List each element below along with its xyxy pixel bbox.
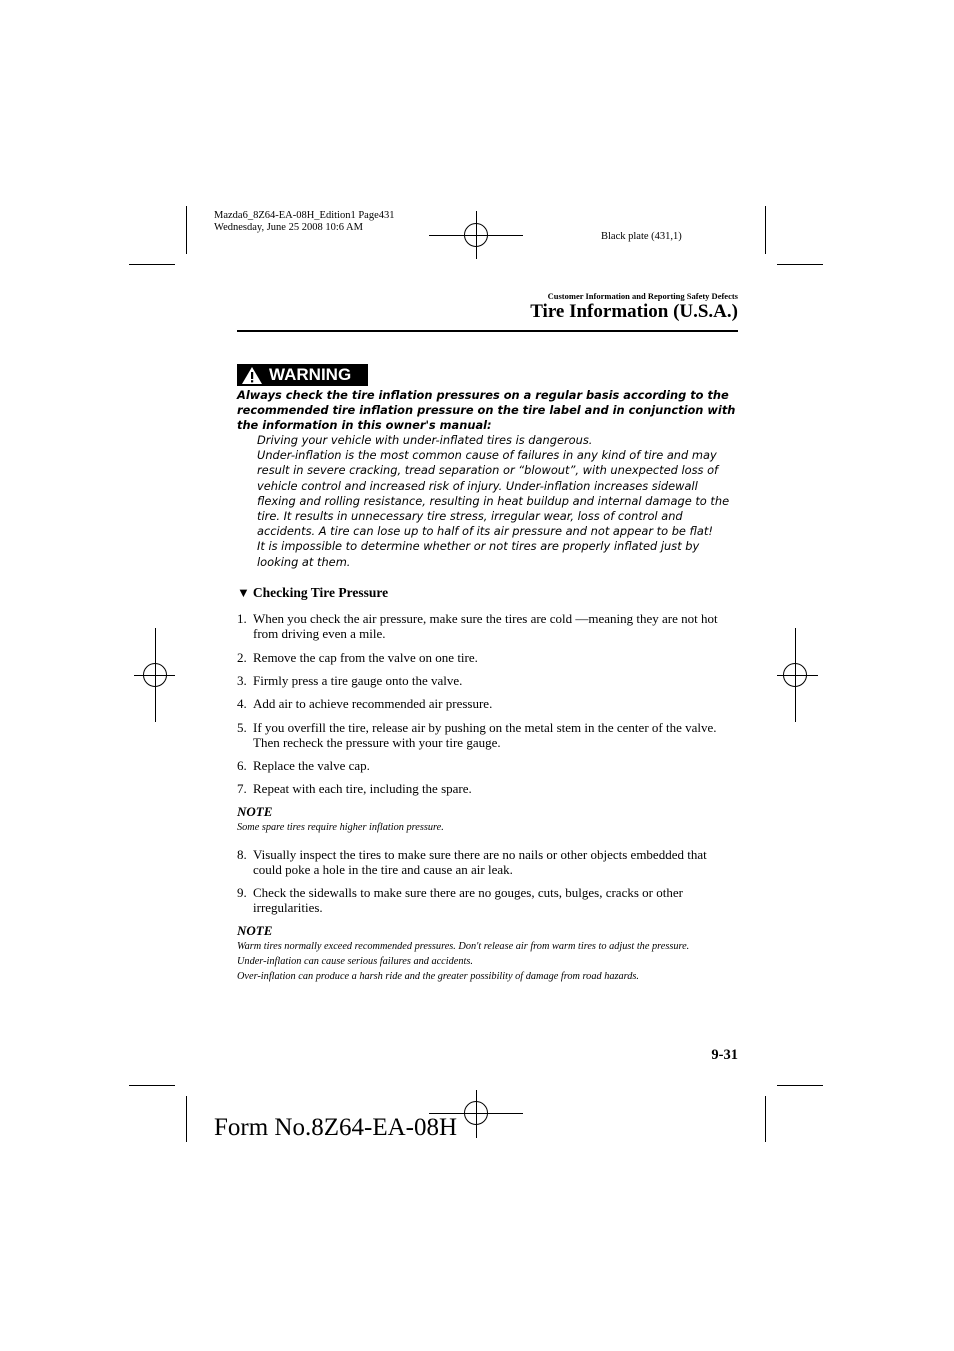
step-number: 5. — [237, 720, 247, 735]
warning-triangle-icon — [241, 366, 263, 385]
step-number: 9. — [237, 885, 247, 900]
warning-lead — [237, 388, 737, 434]
step-text: Check the sidewalls to make sure there are no gouges, cuts, bulges, cracks or other irregularities. — [253, 885, 683, 915]
note-text: Some spare tires require higher inflation pressure. — [237, 822, 444, 833]
step-number: 8. — [237, 847, 247, 862]
note-line: Over-inflation can produce a harsh ride and the greater possibility of damage from road hazards. — [237, 971, 640, 983]
note-heading: NOTE — [237, 804, 273, 819]
list-item — [237, 696, 737, 711]
step-text: Repeat with each tire, including the spare. — [253, 781, 472, 796]
step-text: Firmly press a tire gauge onto the valve. — [253, 673, 463, 688]
step-number: 3. — [237, 673, 247, 688]
step-text: When you check the air pressure, make sure the tires are cold —meaning they are not hot from driving even a mile. — [253, 611, 718, 641]
step-number: 7. — [237, 781, 247, 796]
list-item — [237, 650, 737, 665]
warning-lead-text: Always check the tire inflation pressures on a regular basis according to the recommended tire inflation pressure on the tire label and in conjunction with the information in this owner's manual: — [237, 388, 736, 433]
list-item — [237, 847, 737, 877]
page-number: 9-31 — [711, 1047, 738, 1063]
plate-label: Black plate (431,1) — [601, 231, 682, 242]
print-header-line2: Wednesday, June 25 2008 10:6 AM — [214, 222, 363, 233]
list-item — [237, 673, 737, 688]
list-item — [237, 781, 737, 796]
step-text: Replace the valve cap. — [253, 758, 370, 773]
print-header-line1: Mazda6_8Z64-EA-08H_Edition1 Page431 — [214, 210, 395, 221]
note-line: Under-inflation can cause serious failures and accidents. — [237, 956, 473, 968]
note-line: Warm tires normally exceed recommended pressures. Don't release air from warm tires to adjust the pressure. — [237, 941, 690, 952]
warning-body — [257, 433, 739, 570]
note-heading: NOTE — [237, 923, 273, 938]
step-text: Visually inspect the tires to make sure there are no nails or other objects embedded that could poke a hole in the tire and cause an air leak. — [253, 847, 707, 877]
step-text: Remove the cap from the valve on one tire. — [253, 650, 478, 665]
note-text — [237, 939, 737, 985]
page-title: Tire Information (U.S.A.) — [530, 301, 738, 322]
step-number: 4. — [237, 696, 247, 711]
step-text: If you overfill the tire, release air by pushing on the metal stem in the center of the valve. Then recheck the pressure with your tire gauge. — [253, 720, 717, 750]
subsection-heading — [237, 585, 388, 601]
subsection-heading-text: Checking Tire Pressure — [252, 585, 389, 600]
step-number: 2. — [237, 650, 247, 665]
step-number: 1. — [237, 611, 247, 626]
list-item — [237, 758, 737, 773]
list-item — [237, 611, 737, 641]
form-number: Form No.8Z64-EA-08H — [214, 1114, 458, 1141]
section-kicker: Customer Information and Reporting Safety Defects — [547, 291, 738, 301]
warning-label: WARNING — [269, 365, 352, 384]
warning-badge — [237, 364, 368, 386]
warning-paragraph: Under-inflation is the most common cause of failures in any kind of tire and may result in severe cracking, tread separation or “blowout”, with unexpected loss of vehicle control and increased risk of injury. Under-inflation increases sidewall flexing and rolling resistance, resulting in heat buildup and internal damage to the tire. It results in unnecessary tire stress, irregular wear, loss of control and accidents. A tire can lose up to half of its air pressure and not appear to be flat! — [257, 448, 730, 539]
list-item — [237, 885, 737, 915]
warning-paragraph: It is impossible to determine whether or not tires are properly inflated just by looking at them. — [257, 539, 700, 569]
warning-paragraph: Driving your vehicle with under-inflated tires is dangerous. — [257, 433, 593, 447]
step-text: Add air to achieve recommended air pressure. — [253, 696, 493, 711]
step-number: 6. — [237, 758, 247, 773]
list-item — [237, 720, 737, 750]
triangle-bullet-icon: ▼ — [237, 585, 250, 600]
title-rule — [237, 330, 738, 332]
print-header — [214, 210, 395, 234]
